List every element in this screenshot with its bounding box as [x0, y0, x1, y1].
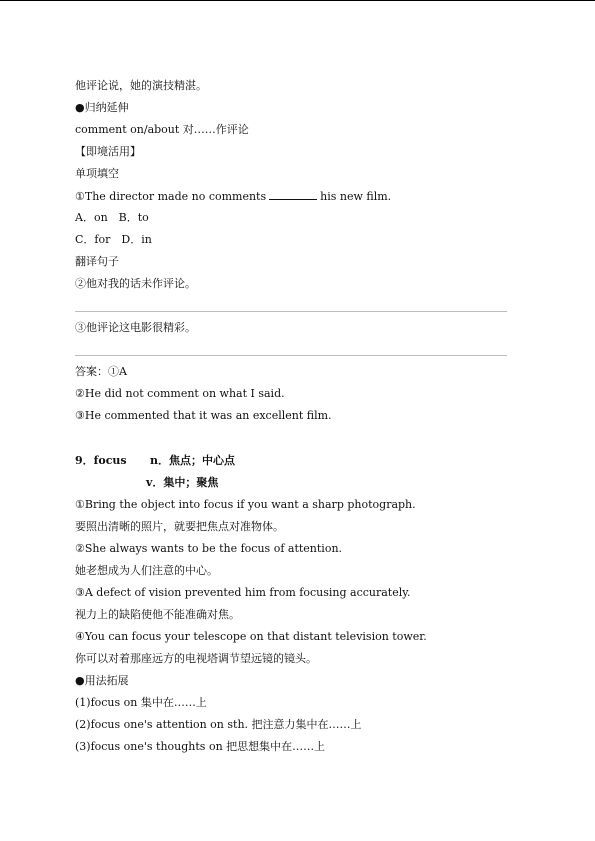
usage-item: (2)focus one's attention on sth. 把注意力集中在……上: [75, 718, 362, 731]
section-heading-usage: ●用法拓展: [75, 674, 129, 687]
text-line: 翻译句子: [75, 255, 119, 268]
translation-prompt: ③他评论这电影很精彩。: [75, 321, 196, 334]
text-line: 单项填空: [75, 167, 119, 180]
usage-item: (3)focus one's thoughts on 把思想集中在……上: [75, 740, 326, 753]
example-sentence: ①Bring the object into focus if you want a sharp photograph.: [75, 498, 416, 511]
entry-headword: 9．focus: [75, 454, 127, 467]
entry-noun-sense: n．焦点；中心点: [150, 454, 235, 467]
translation-prompt: ②他对我的话未作评论。: [75, 277, 196, 290]
example-translation: 视力上的缺陷使他不能准确对焦。: [75, 608, 240, 621]
answer-key: ③He commented that it was an excellent film.: [75, 409, 332, 422]
example-sentence: ④You can focus your telescope on that distant television tower.: [75, 630, 427, 643]
question-prefix: ①The director made no comments: [75, 190, 267, 203]
answer-line[interactable]: [75, 311, 507, 312]
text-line: comment on/about 对……作评论: [75, 123, 249, 136]
entry-verb-sense: v．集中；聚焦: [146, 476, 219, 489]
fill-in-question: [75, 189, 391, 204]
question-suffix: his new film.: [320, 190, 392, 203]
example-translation: 她老想成为人们注意的中心。: [75, 564, 218, 577]
example-sentence: ③A defect of vision prevented him from focusing accurately.: [75, 586, 411, 599]
option-line: C．for D．in: [75, 233, 152, 246]
text-line: 他评论说，她的演技精湛。: [75, 79, 207, 92]
answer-key: 答案：①A: [75, 365, 127, 378]
section-heading-practice: 【即境活用】: [75, 145, 141, 158]
answer-blank[interactable]: [269, 189, 317, 200]
example-sentence: ②She always wants to be the focus of attention.: [75, 542, 343, 555]
example-translation: 你可以对着那座远方的电视塔调节望远镜的镜头。: [75, 652, 317, 665]
answer-key: ②He did not comment on what I said.: [75, 387, 285, 400]
example-translation: 要照出清晰的照片，就要把焦点对准物体。: [75, 520, 284, 533]
page-top-border: [0, 0, 595, 1]
answer-line[interactable]: [75, 355, 507, 356]
usage-item: (1)focus on 集中在……上: [75, 696, 207, 709]
option-line: A．on B．to: [75, 211, 149, 224]
section-heading-summary: ●归纳延伸: [75, 101, 129, 114]
